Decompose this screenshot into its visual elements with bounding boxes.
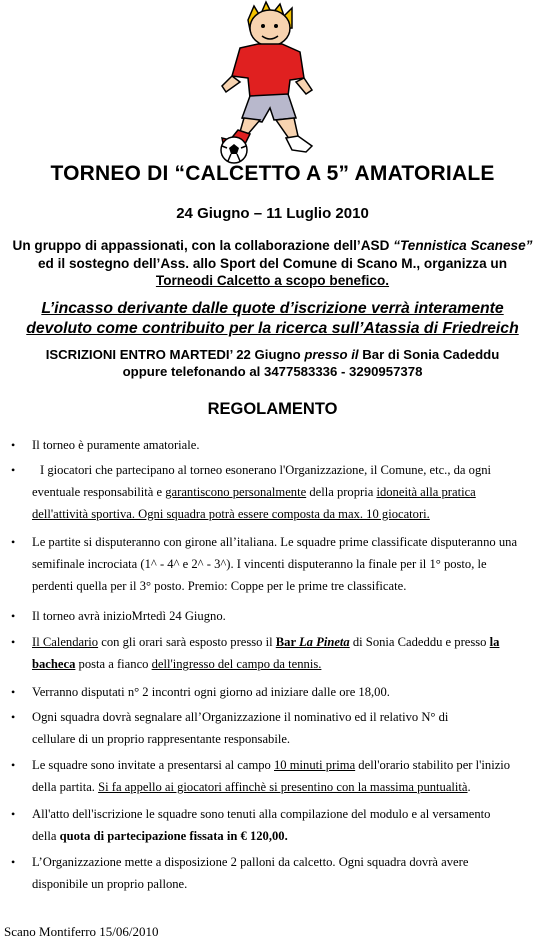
enrollment-line-2: oppure telefonando al 3477583336 - 3290957378 xyxy=(122,364,423,379)
bullet: • xyxy=(11,685,16,699)
rule-emphasis: La Pineta xyxy=(298,635,350,649)
rule-line xyxy=(32,481,539,503)
rule-emphasis: dell'ingresso del campo da tennis. xyxy=(151,657,322,671)
enrollment-at: presso il xyxy=(304,347,359,362)
rule-line: L’Organizzazione mette a disposizione 2 palloni da calcetto. Ogni squadra dovrà avere xyxy=(32,855,469,869)
bullet: • xyxy=(11,635,16,649)
rule-span: posta a fianco xyxy=(75,657,152,671)
rule-text xyxy=(32,754,539,798)
rule-line xyxy=(32,653,539,675)
bullet: • xyxy=(11,758,16,772)
rule-line: Ogni squadra dovrà segnalare all’Organizzazione il nominativo ed il relativo N° di xyxy=(32,710,449,724)
rule-span: Le squadre sono invitate a presentarsi al campo xyxy=(32,758,274,772)
rule-emphasis: la xyxy=(489,635,500,649)
rule-emphasis: Bar xyxy=(275,635,299,649)
bullet: • xyxy=(11,535,16,549)
event-dates: 24 Giugno – 11 Luglio 2010 xyxy=(176,205,369,222)
rules-title: REGOLAMENTO xyxy=(207,400,338,418)
rule-emphasis: Il Calendario xyxy=(32,635,99,649)
intro-paragraph xyxy=(6,237,539,290)
rule-span: della propria xyxy=(306,485,377,499)
rule-line: semifinale incrociata (1^ - 4^ e 2^ - 3^). I vincenti disputeranno la finale per il 1° posto, le xyxy=(32,557,487,571)
bullet: • xyxy=(11,710,16,724)
intro-line-1 xyxy=(6,237,539,255)
club-name: “Tennistica Scanese” xyxy=(393,238,533,253)
rule-line: All'atto dell'iscrizione le squadre sono tenuti alla compilazione del modulo e al versamento xyxy=(32,807,491,821)
bullet: • xyxy=(11,438,16,452)
rule-line xyxy=(32,825,539,847)
rule-emphasis: 10 minuti prima xyxy=(274,758,356,772)
rule-line: disponibile un proprio pallone. xyxy=(32,877,188,891)
soccer-player-icon xyxy=(200,0,350,165)
rule-span: della xyxy=(32,829,60,843)
rule-text: Verranno disputati n° 2 incontri ogni giorno ad iniziare dalle ore 18,00. xyxy=(32,685,390,699)
intro-line-2: ed il sostegno dell’Ass. allo Sport del Comune di Scano M., organizza un xyxy=(37,255,508,271)
rule-span: della partita. xyxy=(32,780,99,794)
rule-emphasis: garantiscono personalmente xyxy=(165,485,307,499)
page-title: TORNEO DI “CALCETTO A 5” AMATORIALE xyxy=(50,162,495,185)
rule-span: eventuale responsabilità e xyxy=(32,485,166,499)
place-date: Scano Montiferro 15/06/2010 xyxy=(4,924,159,939)
enrollment-line-1 xyxy=(0,346,545,363)
rule-text xyxy=(32,631,539,675)
enrollment-info xyxy=(0,346,545,380)
rule-text: Il torneo è puramente amatoriale. xyxy=(32,438,200,452)
enrollment-place: Bar di Sonia Cadeddu xyxy=(358,347,500,362)
rule-span: . xyxy=(467,780,471,794)
charity-note-line-1: L’incasso derivante dalle quote d’iscrizione verrà interamente xyxy=(41,300,504,317)
rule-text xyxy=(32,851,539,895)
rule-line: dell'attività sportiva. Ogni squadra potrà essere composta da max. 10 giocatori. xyxy=(32,507,430,521)
enrollment-deadline: ISCRIZIONI ENTRO MARTEDI’ 22 Giugno xyxy=(45,347,305,362)
rule-line: perdenti quella per il 3° posto. Premio: Coppe per le prime tre classificate. xyxy=(32,579,407,593)
charity-note-line-2: devoluto come contribuito per la ricerca sull’Atassia di Friedreich xyxy=(26,320,519,337)
rule-span: di Sonia Cadeddu e presso xyxy=(349,635,490,649)
intro-line-3: Torneodi Calcetto a scopo benefico. xyxy=(155,273,390,288)
rule-text xyxy=(32,459,539,525)
rule-emphasis: idoneità alla pratica xyxy=(376,485,476,499)
rule-line: I giocatori che partecipano al torneo esonerano l'Organizzazione, il Comune, etc., da ogni xyxy=(40,463,492,477)
charity-note xyxy=(0,299,545,339)
rule-emphasis: fissata in € 120,00. xyxy=(186,829,288,843)
rule-span: con gli orari sarà esposto presso il xyxy=(98,635,276,649)
intro-text: Un gruppo di appassionati, con la collaborazione dell’ASD xyxy=(12,238,394,253)
rule-line xyxy=(32,776,539,798)
bullet: • xyxy=(11,855,16,869)
bullet: • xyxy=(11,463,16,477)
rule-text xyxy=(32,706,539,750)
bullet: • xyxy=(11,609,16,623)
rule-line: cellulare di un proprio rappresentante responsabile. xyxy=(32,732,291,746)
rule-emphasis: quota di partecipazione xyxy=(59,829,187,843)
rule-line xyxy=(32,754,539,776)
soccer-ball-icon xyxy=(221,137,247,163)
rule-line: Le partite si disputeranno con girone all’italiana. Le squadre prime classificate disputeranno una xyxy=(32,535,518,549)
rule-emphasis: bacheca xyxy=(32,657,76,671)
bullet: • xyxy=(11,807,16,821)
rule-span: dell'orario stabilito per l'inizio xyxy=(355,758,511,772)
rule-text: Il torneo avrà inizioMrtedì 24 Giugno. xyxy=(32,609,226,623)
rule-text xyxy=(32,803,539,847)
rule-line xyxy=(32,631,539,653)
rule-text xyxy=(32,531,539,597)
rule-emphasis: Si fa appello ai giocatori affinchè si presentino con la massima puntualità xyxy=(98,780,468,794)
